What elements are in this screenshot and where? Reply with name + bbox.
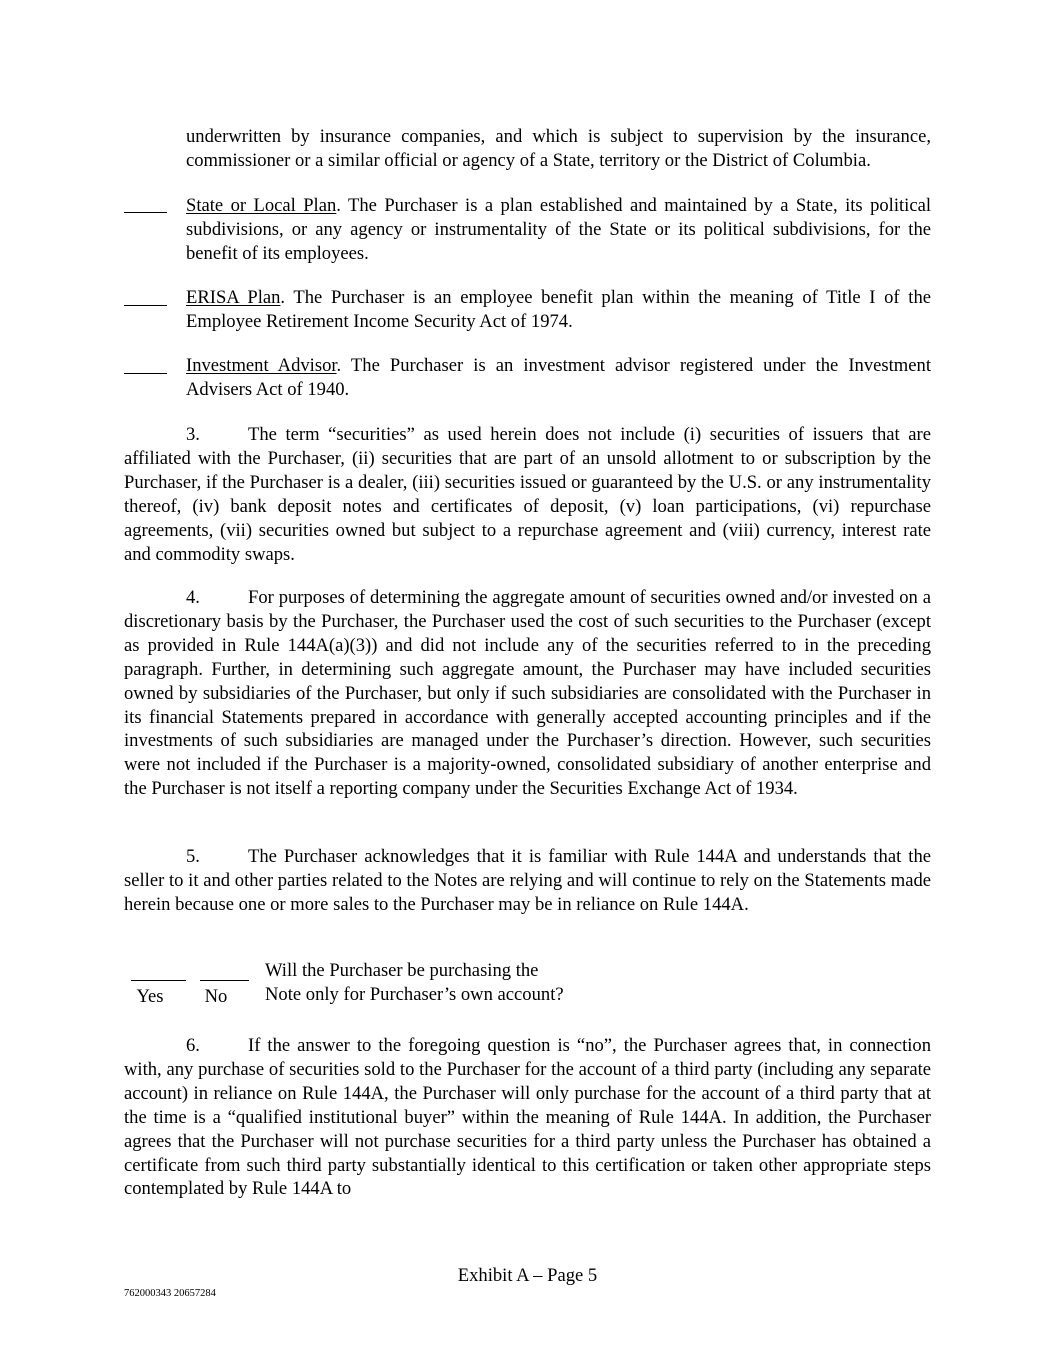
investment-advisor-title: Investment Advisor [186, 355, 337, 376]
paragraph-5 [124, 845, 931, 917]
continuation-text: underwritten by insurance companies, and which is subject to supervision by the insurance, commissioner or a similar official or agency of a State, territory or the District of Columbia. [186, 126, 931, 171]
own-account-question [265, 959, 625, 1007]
paragraph-4-number: 4. [186, 587, 200, 608]
yes-answer-line[interactable] [131, 980, 186, 981]
question-line-1: Will the Purchaser be purchasing the [265, 960, 539, 981]
paragraph-6 [124, 1034, 931, 1201]
state-local-plan-item [186, 194, 931, 266]
continuation-paragraph [186, 125, 931, 173]
paragraph-4 [124, 586, 931, 801]
paragraph-3-number: 3. [186, 424, 200, 445]
paragraph-3 [124, 423, 931, 566]
paragraph-4-text: For purposes of determining the aggregate amount of securities owned and/or invested on a discretionary basis by the Purchaser, the Purchaser used the cost of such securities to the Purchaser (except as provided in Rule 144A(a)(3)) and did not include any of the securities referred to in the preceding paragraph. Further, in determining such aggregate amount, the Purchaser may have included securities owned by subsidiaries of the Purchaser, but only if such subsidiaries are consolidated with the Purchaser in its financial Statements prepared in accordance with generally accepted accounting principles and if the investments of such subsidiaries are managed under the Purchaser’s direction. However, such securities were not included if the Purchaser is a majority-owned, consolidated subsidiary of another enterprise and the Purchaser is not itself a reporting company under the Securities Exchange Act of 1934. [124, 587, 931, 800]
paragraph-5-number: 5. [186, 846, 200, 867]
paragraph-6-number: 6. [186, 1035, 200, 1056]
document-id: 762000343 20657284 [124, 1288, 216, 1299]
state-local-plan-text: . The Purchaser is a plan established and maintained by a State, its political subdivisions, or any agency or instrumentality of the State or its political subdivisions, for the benefit of its employees. [186, 195, 932, 264]
investment-advisor-text: . The Purchaser is an investment advisor registered under the Investment Advisers Act of 1940. [186, 355, 931, 400]
paragraph-5-text: The Purchaser acknowledges that it is familiar with Rule 144A and understands that the seller to it and other parties related to the Notes are relying and will continue to rely on the Statements made herein because one or more sales to the Purchaser may be in reliance on Rule 144A. [124, 846, 931, 915]
state-local-plan-checkbox-line[interactable] [124, 212, 167, 213]
question-line-2: Note only for Purchaser’s own account? [265, 983, 564, 1005]
yes-label: Yes [136, 986, 164, 1007]
erisa-plan-text: . The Purchaser is an employee benefit plan within the meaning of Title I of the Employee Retirement Income Security Act of 1974. [186, 287, 931, 332]
investment-advisor-item [186, 354, 931, 402]
no-label: No [204, 986, 228, 1007]
investment-advisor-checkbox-line[interactable] [124, 373, 167, 374]
page-footer-title: Exhibit A – Page 5 [457, 1265, 598, 1286]
erisa-plan-item [186, 286, 931, 334]
paragraph-3-text: The term “securities” as used herein does not include (i) securities of issuers that are affiliated with the Purchaser, (ii) securities that are part of an unsold allotment to or subscription by the Purchaser, if the Purchaser is a dealer, (iii) securities issued or guaranteed by the U.S. or any instrumentality thereof, (iv) bank deposit notes and certificates of deposit, (v) loan participations, (vi) repurchase agreements, (vii) securities owned but subject to a repurchase agreement and (viii) currency, interest rate and commodity swaps. [124, 424, 931, 565]
erisa-plan-title: ERISA Plan [186, 287, 281, 308]
erisa-plan-checkbox-line[interactable] [124, 305, 167, 306]
paragraph-6-text: If the answer to the foregoing question is “no”, the Purchaser agrees that, in connection with, any purchase of securities sold to the Purchaser for the account of a third party (including any separate account) in reliance on Rule 144A, the Purchaser will only purchase for the account of a third party that at the time is a “qualified institutional buyer” within the meaning of Rule 144A. In addition, the Purchaser agrees that the Purchaser will not purchase securities for a third party unless the Purchaser has obtained a certificate from such third party substantially identical to this certification or taken other appropriate steps contemplated by Rule 144A to [124, 1035, 931, 1200]
state-local-plan-title: State or Local Plan [186, 195, 337, 216]
no-answer-line[interactable] [200, 980, 249, 981]
